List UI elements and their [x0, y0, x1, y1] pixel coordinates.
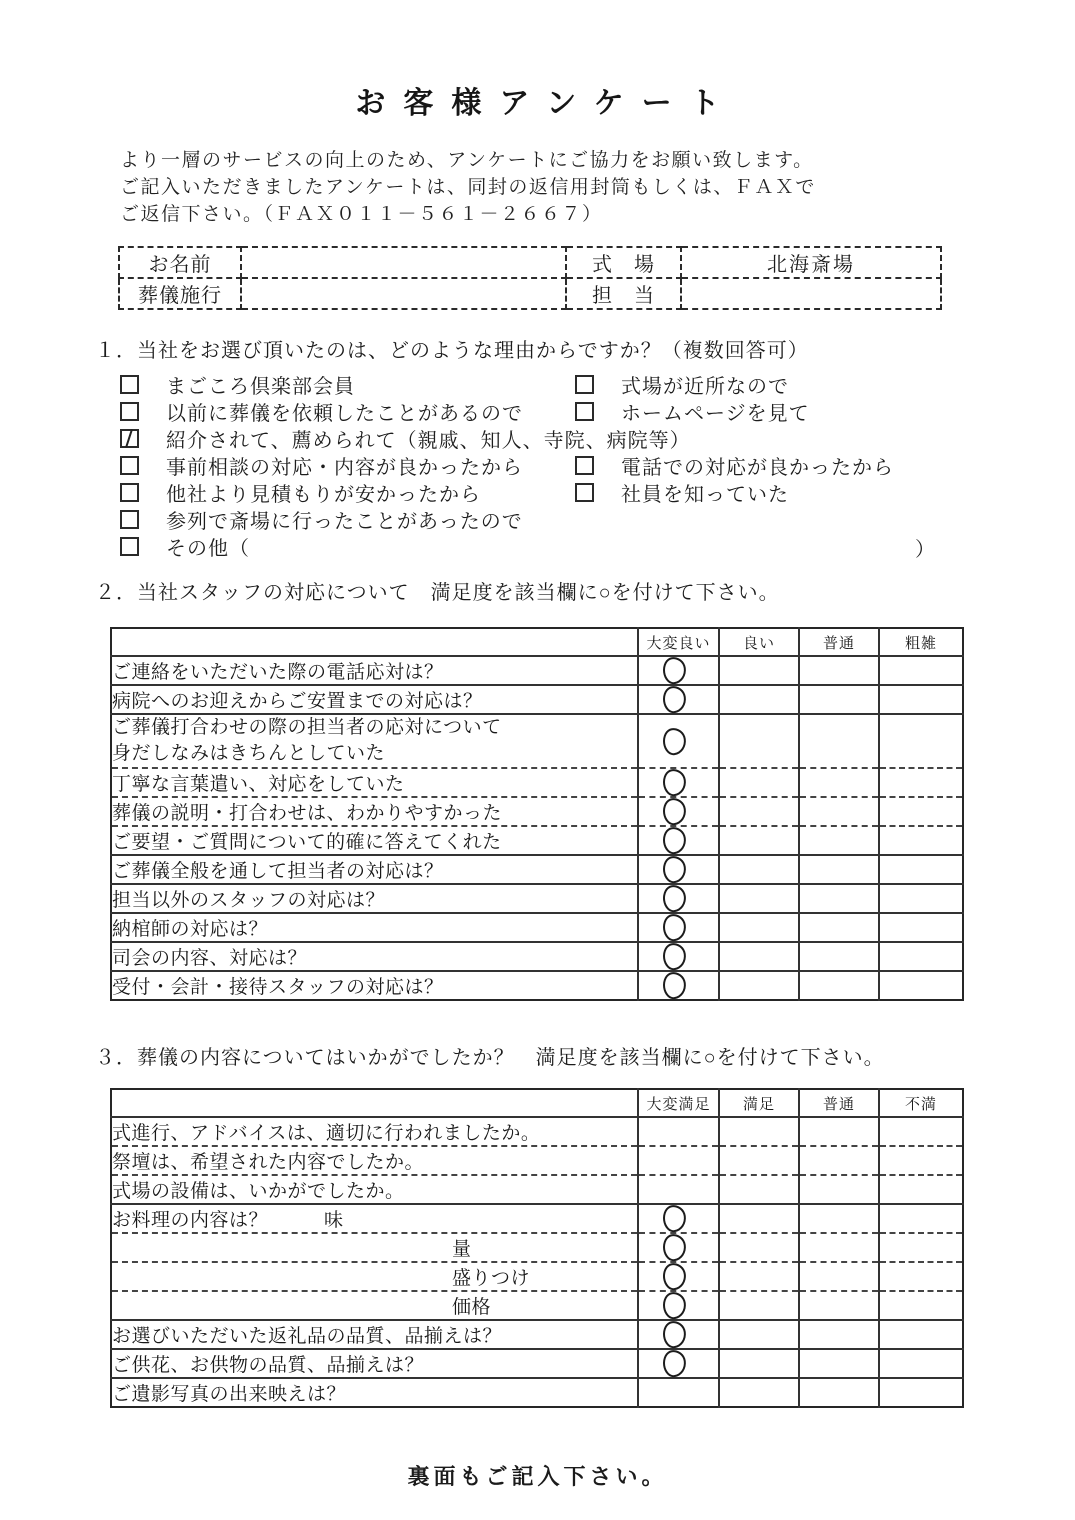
footer-note: 裏面もご記入下さい。	[407, 1464, 668, 1489]
table-row	[111, 1175, 963, 1204]
option-label: 事前相談の対応・内容が良かったから	[166, 457, 523, 479]
row-label-text: 丁寧な言葉遣い、対応をしていた	[112, 774, 405, 795]
rating-cell	[638, 1291, 719, 1320]
row-label	[111, 1378, 638, 1407]
row-label	[111, 884, 638, 913]
rating-cell	[638, 884, 719, 913]
row-label	[111, 656, 638, 685]
rating-cell	[638, 797, 719, 826]
q1-option	[120, 371, 355, 398]
rating-cell	[719, 1378, 799, 1407]
intro-line: ご記入いただきましたアンケートは、同封の返信用封筒もしくは、ＦＡＸで	[120, 177, 816, 198]
column-header: 不満	[879, 1089, 963, 1117]
rating-cell	[638, 913, 719, 942]
rating-cell	[638, 1349, 719, 1378]
rating-cell	[799, 884, 879, 913]
rating-cell	[638, 1204, 719, 1233]
q1-option	[575, 371, 789, 398]
checkbox-icon	[120, 510, 139, 529]
rating-cell	[719, 913, 799, 942]
intro-text	[120, 147, 920, 228]
rating-cell	[638, 855, 719, 884]
circle-mark	[661, 1233, 688, 1263]
q1-option	[120, 425, 691, 452]
rating-cell	[719, 1175, 799, 1204]
option-label: まごころ倶楽部会員	[166, 376, 355, 398]
rating-cell	[638, 768, 719, 797]
header-empty-cell	[111, 628, 638, 656]
q1-option	[120, 533, 250, 560]
option-label: その他（	[166, 538, 250, 560]
rating-cell	[799, 1204, 879, 1233]
row-label	[111, 1117, 638, 1146]
circle-mark	[661, 884, 688, 914]
row-label	[111, 1320, 638, 1349]
table-row	[111, 1349, 963, 1378]
rating-cell	[799, 1291, 879, 1320]
circle-mark	[661, 826, 688, 856]
column-header: 粗雑	[879, 628, 963, 656]
row-label	[111, 913, 638, 942]
option-label: 社員を知っていた	[621, 484, 789, 506]
circle-mark	[661, 942, 688, 972]
checkbox-icon	[575, 456, 594, 475]
rating-cell	[799, 1349, 879, 1378]
q1-options	[0, 371, 1075, 560]
option-label: 電話での対応が良かったから	[621, 457, 894, 479]
circle-mark	[661, 855, 688, 885]
option-label: 以前に葬儀を依頼したことがあるので	[166, 403, 523, 425]
row-label-prefix: お料理の内容は？	[112, 1210, 269, 1231]
rating-cell	[719, 685, 799, 714]
name-label: お名前	[119, 247, 241, 278]
rating-cell	[719, 971, 799, 1000]
funeral-value-field	[241, 278, 566, 309]
q3-heading: ３．葬儀の内容についてはいかがでしたか？ 満足度を該当欄に○を付けて下さい。	[95, 1047, 885, 1069]
rating-cell	[879, 1146, 963, 1175]
row-label-text: 量	[452, 1239, 472, 1260]
option-row	[0, 398, 1075, 425]
circle-mark	[661, 971, 688, 1001]
table-row	[111, 714, 963, 768]
checkbox-icon	[575, 402, 594, 421]
intro-line: より一層のサービスの向上のため、アンケートにご協力をお願い致します。	[120, 150, 814, 171]
rating-cell	[799, 797, 879, 826]
rating-cell	[638, 942, 719, 971]
rating-cell	[879, 797, 963, 826]
rating-cell	[879, 1378, 963, 1407]
rating-cell	[638, 1262, 719, 1291]
q1-option	[575, 398, 810, 425]
column-header: 普通	[799, 628, 879, 656]
rating-cell	[879, 1204, 963, 1233]
option-row	[0, 479, 1075, 506]
column-header: 満足	[719, 1089, 799, 1117]
table-row	[111, 1320, 963, 1349]
funeral-label: 葬儀施行	[119, 278, 241, 309]
rating-cell	[719, 855, 799, 884]
row-label-text: 司会の内容、対応は？	[112, 948, 308, 969]
rating-cell	[879, 656, 963, 685]
table-row	[111, 797, 963, 826]
circle-mark	[661, 1349, 688, 1379]
rating-cell	[879, 768, 963, 797]
rating-cell	[638, 971, 719, 1000]
row-label	[111, 768, 638, 797]
row-label-text: 祭壇は、希望された内容でしたか。	[112, 1152, 425, 1173]
rating-cell	[799, 942, 879, 971]
checkbox-icon	[120, 483, 139, 502]
rating-cell	[719, 1349, 799, 1378]
row-label-text: ご葬儀全般を通して担当者の対応は？	[112, 861, 444, 882]
info-row	[119, 247, 941, 278]
table-row	[111, 913, 963, 942]
row-label	[111, 1262, 638, 1291]
rating-cell	[799, 913, 879, 942]
rating-cell	[719, 1117, 799, 1146]
rating-cell	[799, 1117, 879, 1146]
rating-cell	[638, 1146, 719, 1175]
rating-cell	[799, 1146, 879, 1175]
intro-line: ご返信下さい。（ＦＡＸ０１１－５６１－２６６７）	[120, 204, 603, 225]
column-header: 大変良い	[638, 628, 719, 656]
circle-mark	[661, 1262, 688, 1292]
rating-cell	[879, 971, 963, 1000]
rating-cell	[879, 1291, 963, 1320]
rating-cell	[638, 685, 719, 714]
q2-heading: ２．当社スタッフの対応について 満足度を該当欄に○を付けて下さい。	[95, 582, 780, 604]
row-label	[111, 714, 638, 768]
circle-mark	[661, 656, 688, 686]
q1-option	[120, 452, 523, 479]
rating-cell	[879, 913, 963, 942]
rating-cell	[879, 1262, 963, 1291]
row-label	[111, 1204, 638, 1233]
q1-option	[120, 479, 481, 506]
option-label: ホームページを見て	[621, 403, 810, 425]
rating-cell	[719, 1320, 799, 1349]
circle-mark	[661, 1291, 688, 1321]
checkbox-checked-icon	[120, 429, 139, 448]
table-header-row	[111, 1089, 963, 1117]
column-header: 良い	[719, 628, 799, 656]
rating-cell	[879, 884, 963, 913]
row-label	[111, 1349, 638, 1378]
rating-cell	[719, 1146, 799, 1175]
row-label	[111, 855, 638, 884]
venue-value-field: 北海斎場	[681, 247, 941, 278]
rating-cell	[879, 826, 963, 855]
rating-cell	[799, 1320, 879, 1349]
rating-cell	[799, 714, 879, 768]
rating-cell	[799, 855, 879, 884]
option-label: 式場が近所なので	[621, 376, 789, 398]
checkbox-icon	[120, 537, 139, 556]
checkbox-icon	[120, 375, 139, 394]
rating-cell	[638, 1320, 719, 1349]
info-box	[118, 246, 942, 310]
row-sub-label: 味	[324, 1210, 344, 1231]
rating-cell	[719, 942, 799, 971]
column-header: 大変満足	[638, 1089, 719, 1117]
staff-label: 担 当	[566, 278, 681, 309]
q1-option	[120, 506, 523, 533]
circle-mark	[661, 1204, 688, 1234]
rating-cell	[719, 768, 799, 797]
table-row	[111, 1204, 963, 1233]
table-row	[111, 855, 963, 884]
table-row	[111, 1378, 963, 1407]
rating-cell	[719, 884, 799, 913]
circle-mark	[661, 685, 688, 715]
row-label-text: ご要望・ご質問について的確に答えてくれた	[112, 832, 502, 853]
q1-option	[575, 479, 789, 506]
table-row	[111, 1146, 963, 1175]
row-label	[111, 826, 638, 855]
row-label-text: 式場の設備は、いかがでしたか。	[112, 1181, 405, 1202]
row-label	[111, 1291, 638, 1320]
row-label-text: 盛りつけ	[452, 1268, 531, 1289]
option-label: 参列で斎場に行ったことがあったので	[166, 511, 523, 533]
info-row	[119, 278, 941, 309]
circle-mark	[661, 726, 688, 756]
option-row	[0, 506, 1075, 533]
checkbox-icon	[120, 402, 139, 421]
table-row	[111, 884, 963, 913]
row-label	[111, 685, 638, 714]
circle-mark	[661, 913, 688, 943]
rating-cell	[719, 797, 799, 826]
circle-mark	[661, 797, 688, 827]
rating-cell	[879, 714, 963, 768]
rating-cell	[638, 1175, 719, 1204]
row-label-text: 納棺師の対応は？	[112, 919, 269, 940]
rating-cell	[719, 826, 799, 855]
row-label	[111, 1175, 638, 1204]
checkbox-icon	[575, 375, 594, 394]
row-label	[111, 971, 638, 1000]
q3-content-table	[110, 1088, 964, 1408]
rating-cell	[638, 1117, 719, 1146]
rating-cell	[638, 714, 719, 768]
q1-option	[575, 452, 894, 479]
row-label-line: 身だしなみはきちんとしていた	[112, 743, 386, 764]
rating-cell	[879, 855, 963, 884]
table-row	[111, 768, 963, 797]
q2-staff-table	[110, 627, 964, 1001]
table-row	[111, 1117, 963, 1146]
rating-cell	[799, 1262, 879, 1291]
table-row	[111, 656, 963, 685]
row-label-line: ご葬儀打合わせの際の担当者の応対について	[112, 717, 502, 738]
rating-cell	[719, 656, 799, 685]
rating-cell	[799, 1175, 879, 1204]
rating-cell	[799, 826, 879, 855]
option-row	[0, 371, 1075, 398]
option-row	[0, 452, 1075, 479]
rating-cell	[638, 826, 719, 855]
table-row	[111, 685, 963, 714]
rating-cell	[638, 1233, 719, 1262]
rating-cell	[879, 1320, 963, 1349]
rating-cell	[879, 1349, 963, 1378]
venue-label: 式 場	[566, 247, 681, 278]
checkbox-icon	[575, 483, 594, 502]
checkbox-icon	[120, 456, 139, 475]
row-label-text: 葬儀の説明・打合わせは、わかりやすかった	[112, 803, 503, 824]
circle-mark	[661, 1320, 688, 1350]
rating-cell	[799, 656, 879, 685]
q1-option	[120, 398, 523, 425]
option-row	[0, 425, 1075, 452]
table-row	[111, 971, 963, 1000]
row-label	[111, 1146, 638, 1175]
rating-cell	[879, 942, 963, 971]
row-label-text: 受付・会計・接待スタッフの対応は？	[112, 977, 444, 998]
row-label-text: ご供花、お供物の品質、品揃えは？	[112, 1355, 425, 1376]
row-label-text: お選びいただいた返礼品の品質、品揃えは？	[112, 1326, 503, 1347]
table-row	[111, 1262, 963, 1291]
row-label	[111, 797, 638, 826]
table-row	[111, 1233, 963, 1262]
rating-cell	[879, 1233, 963, 1262]
rating-cell	[719, 714, 799, 768]
table-row	[111, 1291, 963, 1320]
rating-cell	[879, 1117, 963, 1146]
other-close-paren: ）	[915, 539, 935, 561]
table-row	[111, 826, 963, 855]
rating-cell	[799, 1233, 879, 1262]
option-row	[0, 533, 1075, 560]
header-empty-cell	[111, 1089, 638, 1117]
rating-cell	[719, 1262, 799, 1291]
row-label	[111, 942, 638, 971]
option-label: 紹介されて、薦められて（親戚、知人、寺院、病院等）	[166, 430, 691, 452]
column-header: 普通	[799, 1089, 879, 1117]
row-label-text: 病院へのお迎えからご安置までの対応は？	[112, 691, 483, 712]
name-value-field	[241, 247, 566, 278]
table-row	[111, 942, 963, 971]
rating-cell	[879, 685, 963, 714]
rating-cell	[638, 1378, 719, 1407]
rating-cell	[799, 685, 879, 714]
row-label-text: 式進行、アドバイスは、適切に行われましたか。	[112, 1123, 541, 1144]
staff-value-field	[681, 278, 941, 309]
rating-cell	[799, 1378, 879, 1407]
rating-cell	[879, 1175, 963, 1204]
row-label-text: 価格	[452, 1297, 492, 1318]
row-label-text: 担当以外のスタッフの対応は？	[112, 890, 386, 911]
rating-cell	[638, 656, 719, 685]
rating-cell	[799, 971, 879, 1000]
rating-cell	[719, 1204, 799, 1233]
table-header-row	[111, 628, 963, 656]
row-label	[111, 1233, 638, 1262]
rating-cell	[719, 1233, 799, 1262]
rating-cell	[719, 1291, 799, 1320]
row-label-text: ご遺影写真の出来映えは？	[112, 1384, 347, 1405]
row-label-text: ご連絡をいただいた際の電話応対は？	[112, 662, 444, 683]
rating-cell	[799, 768, 879, 797]
option-label: 他社より見積もりが安かったから	[166, 484, 481, 506]
circle-mark	[661, 768, 688, 798]
page-title: お客様アンケート	[355, 87, 738, 120]
q1-heading: １．当社をお選び頂いたのは、どのような理由からですか？（複数回答可）	[95, 340, 809, 362]
